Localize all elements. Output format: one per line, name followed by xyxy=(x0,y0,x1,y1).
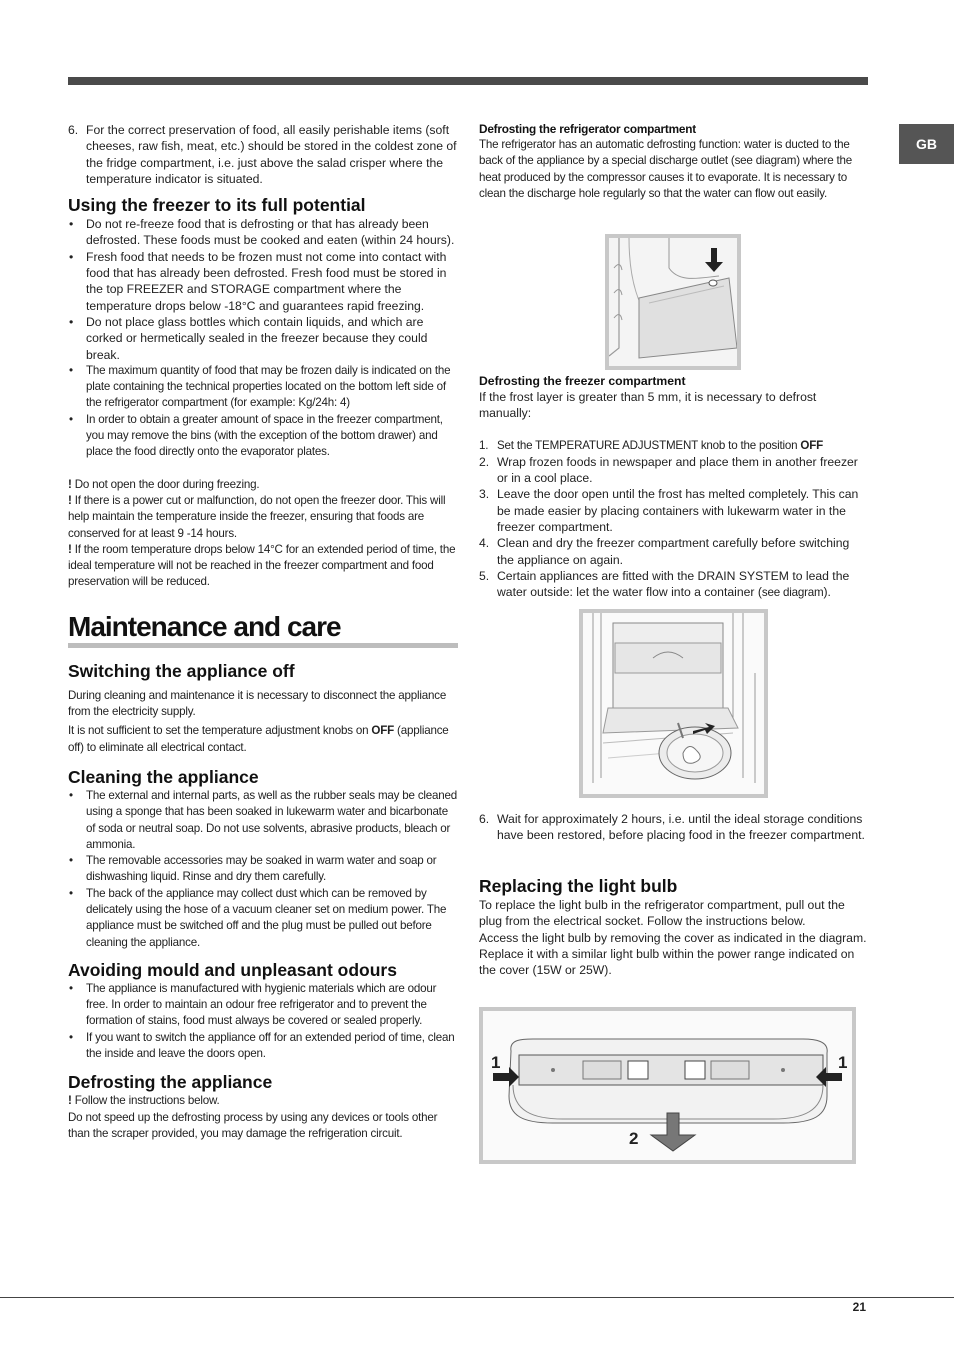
bulb-diagram xyxy=(479,1007,856,1164)
arrow-label-right: 1 xyxy=(838,1053,848,1072)
item-number: 6. xyxy=(68,123,79,137)
left-column xyxy=(68,122,458,1142)
paragraph: To replace the light bulb in the refrigerator compartment, pull out the plug from the electrical socket. Follow the instructions below. xyxy=(479,898,845,929)
list-item: • The appliance is manufactured with hygienic materials which are odour free. In order to maintain an odour free refrigerator and to prevent the formation of stains, food must always be covered or sealed properly. xyxy=(69,981,437,1028)
list-item: • The maximum quantity of food that may be frozen daily is indicated on the plate containing the technical properties located on the bottom left side of the refrigerator compartment (for example: Kg/24h: 4) xyxy=(69,363,451,410)
drain-diagram xyxy=(579,609,768,798)
list-item: • The back of the appliance may collect dust which can be removed by delicately using the hose of a vacuum cleaner set on medium power. The appliance must be switched off and the plug must be pulled out before cleaning the appliance. xyxy=(69,886,447,949)
list-item: • The external and internal parts, as well as the rubber seals may be cleaned using a sponge that has been soaked in lukewarm water and bicarbonate of soda or neutral soap. Do not use solvents, abrasive products, bleach or ammonia. xyxy=(69,788,458,851)
bulb-illustration xyxy=(483,1011,852,1160)
paragraph: If the frost layer is greater than 5 mm, it is necessary to defrost manually: xyxy=(479,390,817,421)
warnings xyxy=(68,477,458,591)
arrow-label-left: 1 xyxy=(491,1053,501,1072)
section-heading-cleaning: Cleaning the appliance xyxy=(68,766,259,787)
warning-note: ! If the room temperature drops below 14°C for an extended period of time, the ideal temperature will not be reached in the freezer compartment and food preservation will be reduced. xyxy=(68,542,456,589)
warning-note: ! Follow the instructions below. xyxy=(68,1094,220,1108)
page-number: 21 xyxy=(852,1300,866,1314)
header-bar xyxy=(68,77,868,85)
page-title: Maintenance and care xyxy=(68,610,341,642)
warning-note: ! If there is a power cut or malfunction, do not open the freezer door. This will help maintain the temperature inside the freezer, ensuring that foods are conserved for at least 9 -14 hours. xyxy=(68,493,446,540)
list-item: 5. Certain appliances are fitted with the DRAIN SYSTEM to lead the water outside: let the water flow into a container (see diagram). xyxy=(479,568,850,600)
drain-illustration xyxy=(583,613,764,794)
language-tab: GB xyxy=(899,124,954,164)
section-heading-freezer: Using the freezer to its full potential xyxy=(68,195,366,216)
section-heading-bulb: Replacing the light bulb xyxy=(479,876,678,896)
list-item: • Do not place glass bottles which contain liquids, and which are corked or hermetically sealed in the freezer because they could break. xyxy=(69,314,428,362)
list-item: • If you want to switch the appliance off for an extended period of time, clean the inside and leave the doors open. xyxy=(69,1030,455,1061)
warning-note: ! Do not open the door during freezing. xyxy=(68,477,260,491)
discharge-diagram xyxy=(605,234,741,370)
freezer-bullets xyxy=(68,216,458,460)
right-top-text xyxy=(479,121,869,202)
list-item: • Fresh food that needs to be frozen must not come into contact with food that has already been defrosted. Fresh food must be stored in the top FREEZER and STORAGE compartment where the temperature drops below -18°C and guarantees rapid freezing. xyxy=(69,249,447,313)
arrow-label-down: 2 xyxy=(629,1129,639,1148)
list-item: • In order to obtain a greater amount of space in the freezer compartment, you may remove the bins (with the exception of the bottom drawer) and place the food directly onto the evaporator plates. xyxy=(69,412,443,459)
item-text: For the correct preservation of food, all easily perishable items (soft cheeses, raw fish, meat, etc.) should be stored in the coldest zone of the fridge compartment, i.e. just above the salad crisper where the temperature indicator is situated. xyxy=(86,123,457,186)
list-item: 3. Leave the door open until the frost has melted completely. This can be made easier by placing containers with lukewarm water in the freezer compartment. xyxy=(479,487,859,535)
right-step6 xyxy=(479,811,869,844)
paragraph: Access the light bulb by removing the cover as indicated in the diagram. Replace it with a similar light bulb within the power range indicated on the cover (15W or 25W). xyxy=(479,930,867,978)
list-item: 2. Wrap frozen foods in newspaper and place them in another freezer or in a cool place. xyxy=(479,454,858,486)
discharge-illustration xyxy=(609,238,737,366)
subheading-freezer-defrost: Defrosting the freezer compartment xyxy=(479,374,686,388)
paragraph: It is not sufficient to set the temperature adjustment knobs on OFF (appliance off) to eliminate all electrical contact. xyxy=(68,724,449,754)
paragraph: During cleaning and maintenance it is necessary to disconnect the appliance from the electricity supply. xyxy=(68,688,447,719)
subheading-fridge-defrost: Defrosting the refrigerator compartment xyxy=(479,122,697,136)
cleaning-bullets xyxy=(68,788,458,951)
paragraph: The refrigerator has an automatic defrosting function: water is ducted to the back of the appliance by a special discharge outlet (see diagram) where the heat produced by the compressor causes it to evaporate. It is necessary to clean the discharge hole regularly so that the water can flow out easily. xyxy=(479,138,852,200)
title-rule xyxy=(68,643,458,648)
list-item xyxy=(68,122,458,187)
section-heading-switching: Switching the appliance off xyxy=(68,660,295,681)
list-item: 4. Clean and dry the freezer compartment carefully before switching the appliance on again. xyxy=(479,536,850,567)
footer-rule xyxy=(0,1297,954,1298)
right-mid-text xyxy=(479,373,869,602)
list-item: • Do not re-freeze food that is defrosting or that has already been defrosted. These foods must be cooked and eaten (within 24 hours). xyxy=(69,217,455,248)
list-item: • The removable accessories may be soaked in warm water and soap or dishwashing liquid. Rinse and dry them carefully. xyxy=(69,854,437,884)
mould-bullets xyxy=(68,981,458,1062)
list-item: 6. Wait for approximately 2 hours, i.e. until the ideal storage conditions have been restored, before placing food in the freezer compartment. xyxy=(479,812,865,843)
section-heading-mould: Avoiding mould and unpleasant odours xyxy=(68,959,397,980)
right-bulb-text xyxy=(479,875,869,978)
paragraph: Do not speed up the defrosting process by using any devices or tools other than the scraper provided, you may damage the refrigeration circuit. xyxy=(68,1110,438,1140)
section-heading-defrosting: Defrosting the appliance xyxy=(68,1072,273,1093)
list-item: 1. Set the TEMPERATURE ADJUSTMENT knob to the position OFF xyxy=(479,438,823,452)
